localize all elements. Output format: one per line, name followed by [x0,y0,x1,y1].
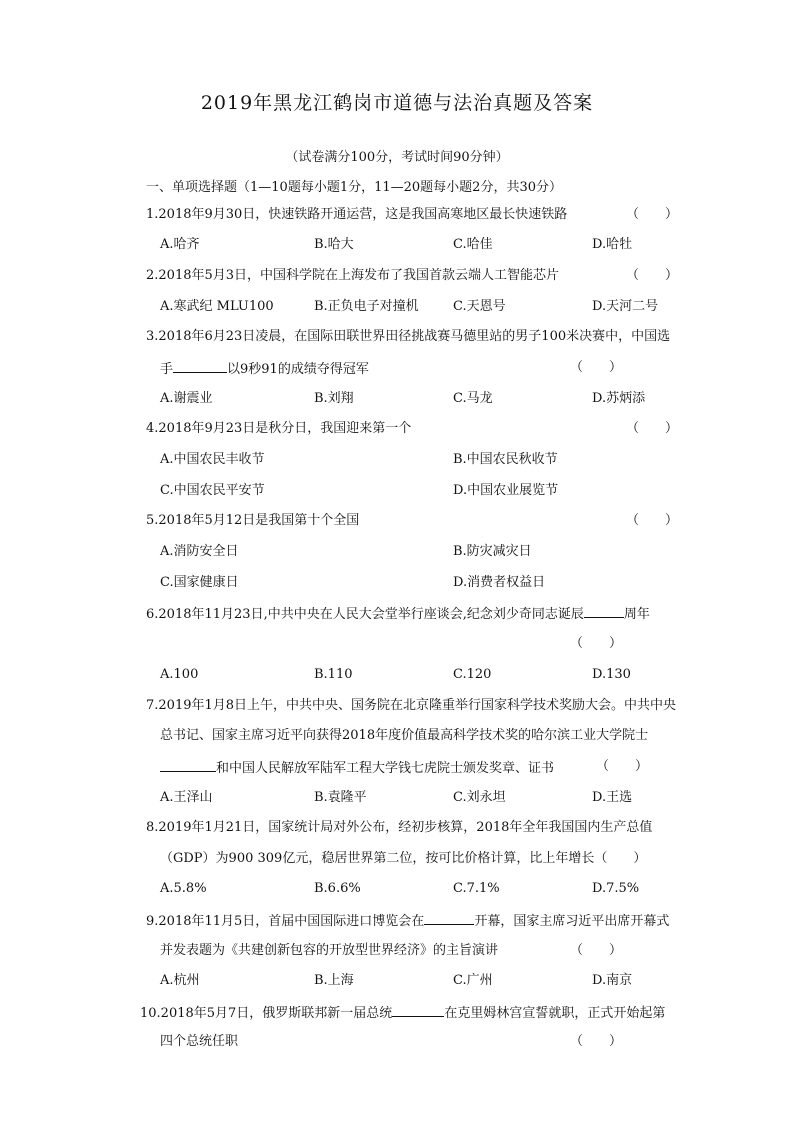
question-10-answer-blank: （ ） [570,1034,623,1049]
question-1-option-a: A.哈齐 [160,237,200,252]
question-3-option-c: C.马龙 [453,391,493,406]
fill-in-blank [424,912,474,925]
question-5-option-b: B.防灾减灾日 [453,544,532,559]
question-2-text: 2.2018年5月3日，中国科学院在上海发布了我国首款云端人工智能芯片 [146,268,560,283]
question-9-text [146,912,669,930]
question-8-option-d: D.7.5% [592,881,640,896]
question-9-answer-blank: （ ） [570,943,623,958]
question-8-text-line2: （GDP）为900 309亿元，稳居世界第二位，按可比价格计算，比上年增长（ ） [160,851,647,866]
question-4-option-a: A.中国农民丰收节 [160,452,265,467]
question-6-text-suffix: 周年 [623,607,650,622]
question-1-text: 1.2018年9月30日，快速铁路开通运营，这是我国高寒地区最长快速铁路 [146,207,568,222]
question-6-option-d: D.130 [592,667,631,682]
question-2-option-b: B.正负电子对撞机 [314,299,419,314]
question-8-option-b: B.6.6% [314,881,361,896]
question-7-option-c: C.刘永坦 [453,790,506,805]
question-3-text: 3.2018年6月23日凌晨，在国际田联世界田径挑战赛马德里站的男子100米决赛中，中国选 [146,329,671,344]
question-2-option-a: A.寒武纪 MLU100 [160,299,274,314]
question-8-option-c: C.7.1% [453,881,500,896]
question-3-option-d: D.苏炳添 [592,391,646,406]
question-4-option-c: C.中国农民平安节 [160,483,265,498]
question-2-option-d: D.天河二号 [592,299,659,314]
question-7-option-b: B.袁隆平 [314,790,367,805]
question-7-text-line3 [160,759,554,777]
question-3-option-b: B.刘翔 [314,391,354,406]
question-4-option-d: D.中国农业展览节 [453,483,559,498]
question-10-text-suffix: 在克里姆林宫宣誓就职，正式开始起第 [444,1006,666,1021]
question-9-text-suffix: 开幕，国家主席习近平出席开幕式 [474,914,670,929]
question-5-text: 5.2018年5月12日是我国第十个全国 [146,513,360,528]
question-7-text: 7.2019年1月8日上午，中共中央、国务院在北京隆重举行国家科学技术奖励大会。中共中央 [146,698,677,713]
question-7-option-d: D.王选 [592,790,633,805]
question-6-answer-blank: （ ） [570,636,623,651]
question-7-answer-blank: （ ） [596,759,649,774]
question-10-text-line2: 四个总统任职 [160,1034,239,1049]
fill-in-blank [392,1004,444,1017]
question-3-option-a: A.谢震业 [160,391,213,406]
question-3-text-prefix: 手 [160,362,174,377]
question-9-option-c: C.广州 [453,973,493,988]
question-6-option-c: C.120 [453,667,492,682]
question-3-answer-blank: （ ） [570,360,623,375]
question-10-text [140,1004,665,1022]
question-9-text-prefix: 9.2018年11月5日，首届中国国际进口博览会在 [146,914,425,929]
question-7-text-suffix: 和中国人民解放军陆军工程大学钱七虎院士颁发奖章、证书 [216,761,555,776]
question-6-text [146,605,650,623]
question-1-option-b: B.哈大 [314,237,354,252]
question-1-option-d: D.哈牡 [592,237,633,252]
question-3-text-line2 [160,360,369,378]
question-7-text-line2: 总书记、国家主席习近平向获得2018年度价值最高科学技术奖的哈尔滨工业大学院士 [160,728,649,743]
question-2-answer-blank: （ ） [626,268,679,283]
question-5-answer-blank: （ ） [626,513,679,528]
question-8-text: 8.2019年1月21日，国家统计局对外公布，经初步核算，2018年全年我国国内生产总值 [146,820,653,835]
exam-info: （试卷满分100分，考试时间90分钟） [285,150,509,165]
question-6-text-prefix: 6.2018年11月23日,中共中央在人民大会堂举行座谈会,纪念刘少奇同志诞辰 [146,607,584,622]
question-7-option-a: A.王泽山 [160,790,213,805]
section-heading: 一、单项选择题（1—10题每小题1分，11—20题每小题2分，共30分） [146,180,562,195]
question-6-option-b: B.110 [314,667,353,682]
question-4-option-b: B.中国农民秋收节 [453,452,558,467]
question-4-answer-blank: （ ） [626,421,679,436]
question-10-text-prefix: 10.2018年5月7日，俄罗斯联邦新一届总统 [140,1006,393,1021]
fill-in-blank [173,360,227,373]
question-1-option-c: C.哈佳 [453,237,493,252]
question-8-option-a: A.5.8% [160,881,207,896]
question-9-text-line2: 并发表题为《共建创新包容的开放型世界经济》的主旨演讲 [160,943,499,958]
question-5-option-c: C.国家健康日 [160,575,239,590]
question-3-text-suffix: 以9秒91的成绩夺得冠军 [227,362,369,377]
question-1-answer-blank: （ ） [626,207,679,222]
question-9-option-d: D.南京 [592,973,633,988]
question-6-option-a: A.100 [160,667,199,682]
fill-in-blank [584,605,624,618]
question-9-option-b: B.上海 [314,973,354,988]
question-4-text: 4.2018年9月23日是秋分日，我国迎来第一个 [146,421,412,436]
page-title: 2019年黑龙江鹤岗市道德与法治真题及答案 [200,92,594,114]
question-9-option-a: A.杭州 [160,973,200,988]
question-5-option-a: A.消防安全日 [160,544,239,559]
question-2-option-c: C.天恩号 [453,299,506,314]
question-5-option-d: D.消费者权益日 [453,575,546,590]
fill-in-blank [160,759,216,772]
